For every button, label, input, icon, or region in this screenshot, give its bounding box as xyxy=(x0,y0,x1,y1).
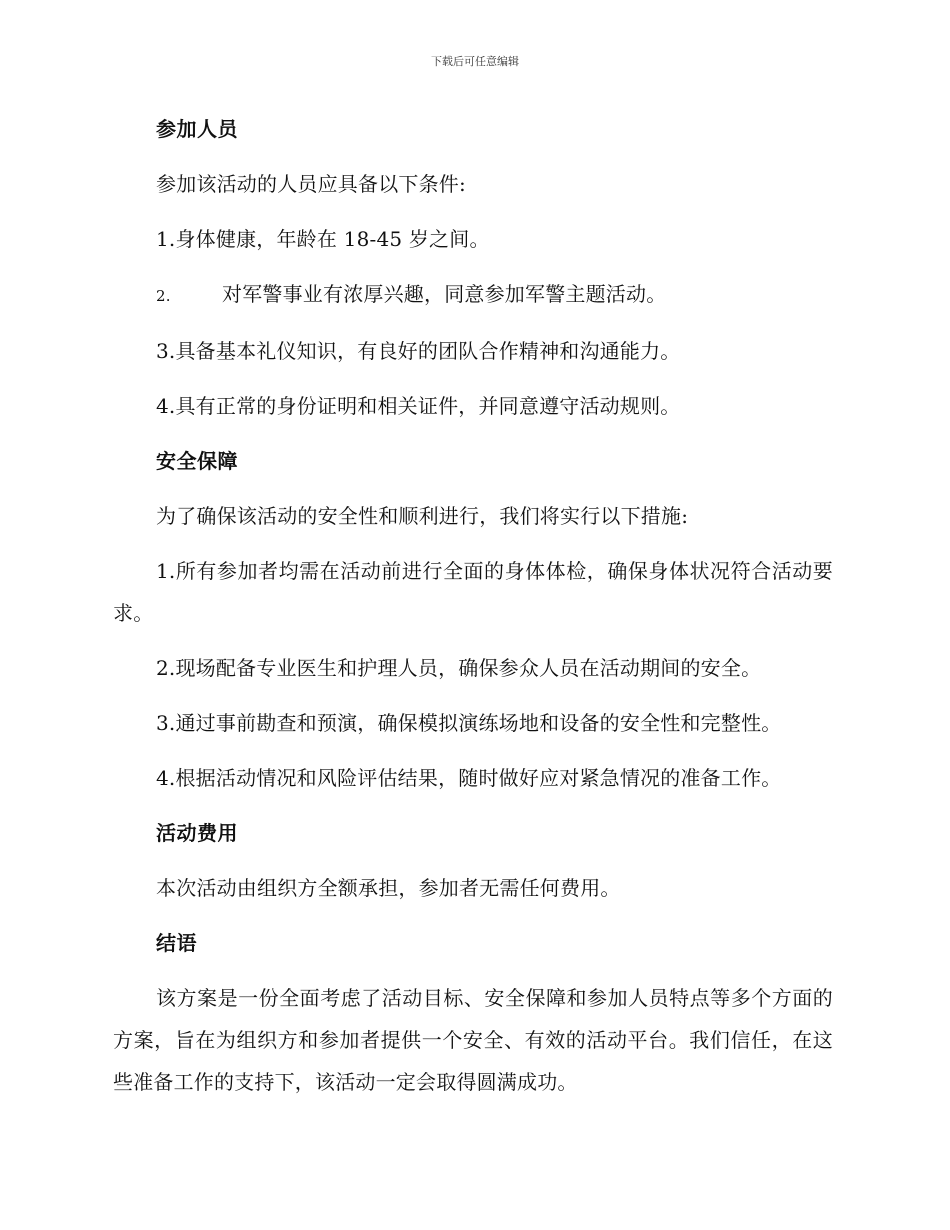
document-body xyxy=(113,108,833,1116)
page-header: 下载后可任意编辑 xyxy=(431,55,519,68)
participants-item-1: 1.身体健康，年龄在 18-45 岁之间。 xyxy=(156,227,490,251)
participants-intro: 参加该活动的人员应具备以下条件: xyxy=(156,172,466,196)
participants-item-2 xyxy=(113,273,833,317)
participants-item-2-text: 对军警事业有浓厚兴趣，同意参加军警主题活动。 xyxy=(222,282,667,306)
safety-item-1: 1.所有参加者均需在活动前进行全面的身体体检，确保身体状况符合活动要求。 xyxy=(113,559,833,625)
safety-intro: 为了确保该活动的安全性和顺利进行，我们将实行以下措施: xyxy=(156,504,689,528)
section-heading-conclusion: 结语 xyxy=(156,931,197,955)
section-heading-safety: 安全保障 xyxy=(156,449,238,473)
safety-item-2: 2.现场配备专业医生和护理人员，确保参众人员在活动期间的安全。 xyxy=(156,656,762,680)
safety-item-4: 4.根据活动情况和风险评估结果，随时做好应对紧急情况的准备工作。 xyxy=(156,766,782,790)
participants-item-3: 3.具备基本礼仪知识，有良好的团队合作精神和沟通能力。 xyxy=(156,339,681,363)
section-heading-participants: 参加人员 xyxy=(156,117,238,141)
section-heading-cost: 活动费用 xyxy=(156,821,238,845)
conclusion-text: 该方案是一份全面考虑了活动目标、安全保障和参加人员特点等多个方面的方案，旨在为组织方和参加者提供一个安全、有效的活动平台。我们信任，在这些准备工作的支持下，该活动一定会取得圆满成功。 xyxy=(113,986,833,1094)
participants-item-4: 4.具有正常的身份证明和相关证件，并同意遵守活动规则。 xyxy=(156,394,681,418)
cost-text: 本次活动由组织方全额承担，参加者无需任何费用。 xyxy=(156,876,621,900)
participants-item-2-number: 2. xyxy=(156,287,171,305)
safety-item-3: 3.通过事前勘查和预演，确保模拟演练场地和设备的安全性和完整性。 xyxy=(156,711,782,735)
